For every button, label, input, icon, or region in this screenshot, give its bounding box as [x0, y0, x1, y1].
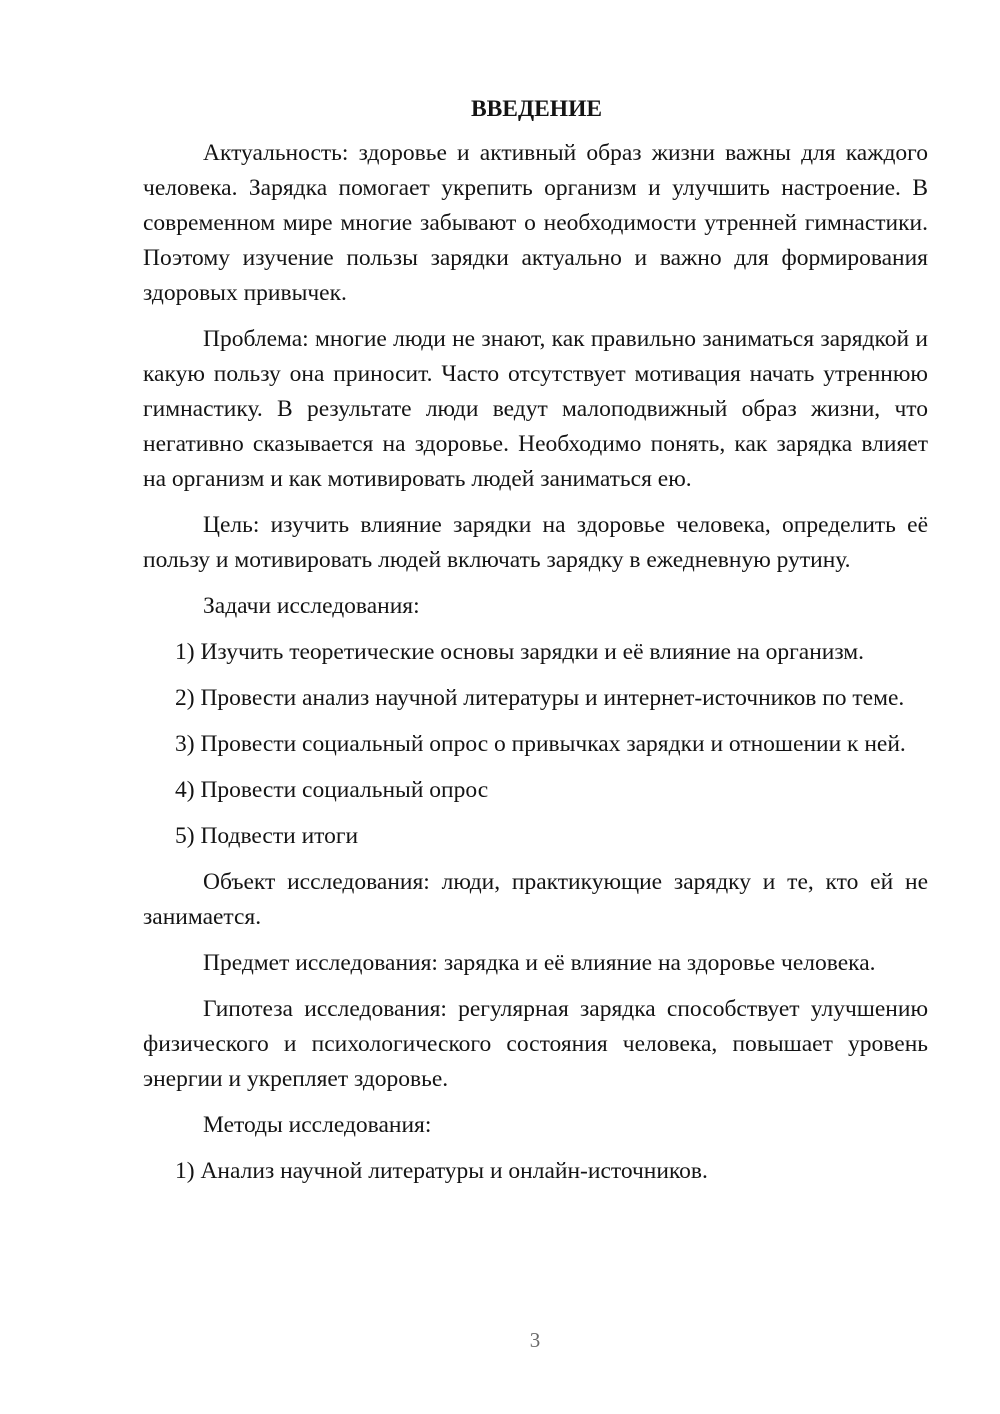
method-item-1: 1) Анализ научной литературы и онлайн-источников. [175, 1158, 708, 1184]
goal-paragraph: Цель: изучить влияние зарядки на здоровье человека, определить её пользу и мотивировать людей включать зарядку в ежедневную рутину. [143, 512, 928, 573]
methods-title: Методы исследования: [203, 1112, 432, 1138]
task-item-1: 1) Изучить теоретические основы зарядки и её влияние на организм. [175, 639, 865, 665]
task-item-5: 5) Подвести итоги [175, 823, 359, 849]
section-heading: ВВЕДЕНИЕ [470, 96, 603, 122]
task-item-2: 2) Провести анализ научной литературы и интернет-источников по теме. [175, 685, 905, 711]
hypothesis-paragraph: Гипотеза исследования: регулярная зарядка способствует улучшению физического и психологического состояния человека, повышает уровень энергии и укрепляет здоровье. [143, 996, 928, 1092]
tasks-title: Задачи исследования: [203, 593, 420, 619]
page-content [143, 92, 928, 1200]
object-paragraph: Объект исследования: люди, практикующие зарядку и те, кто ей не занимается. [143, 869, 928, 930]
subject-paragraph: Предмет исследования: зарядка и её влияние на здоровье человека. [203, 950, 876, 976]
page-number: 3 [529, 1328, 541, 1352]
problem-paragraph: Проблема: многие люди не знают, как правильно заниматься зарядкой и какую пользу она приносит. Часто отсутствует мотивация начать утреннюю гимнастику. В результате люди ведут малоподвижный образ жизни, что негативно сказывается на здоровье. Необходимо понять, как зарядка влияет на организм и как мотивировать людей заниматься ею. [143, 326, 928, 492]
relevance-paragraph: Актуальность: здоровье и активный образ жизни важны для каждого человека. Зарядка помогает укрепить организм и улучшить настроение. В современном мире многие забывают о необходимости утренней гимнастики. Поэтому изучение пользы зарядки актуально и важно для формирования здоровых привычек. [143, 140, 928, 306]
task-item-4: 4) Провести социальный опрос [175, 777, 489, 803]
task-item-3: 3) Провести социальный опрос о привычках зарядки и отношении к ней. [175, 731, 906, 757]
